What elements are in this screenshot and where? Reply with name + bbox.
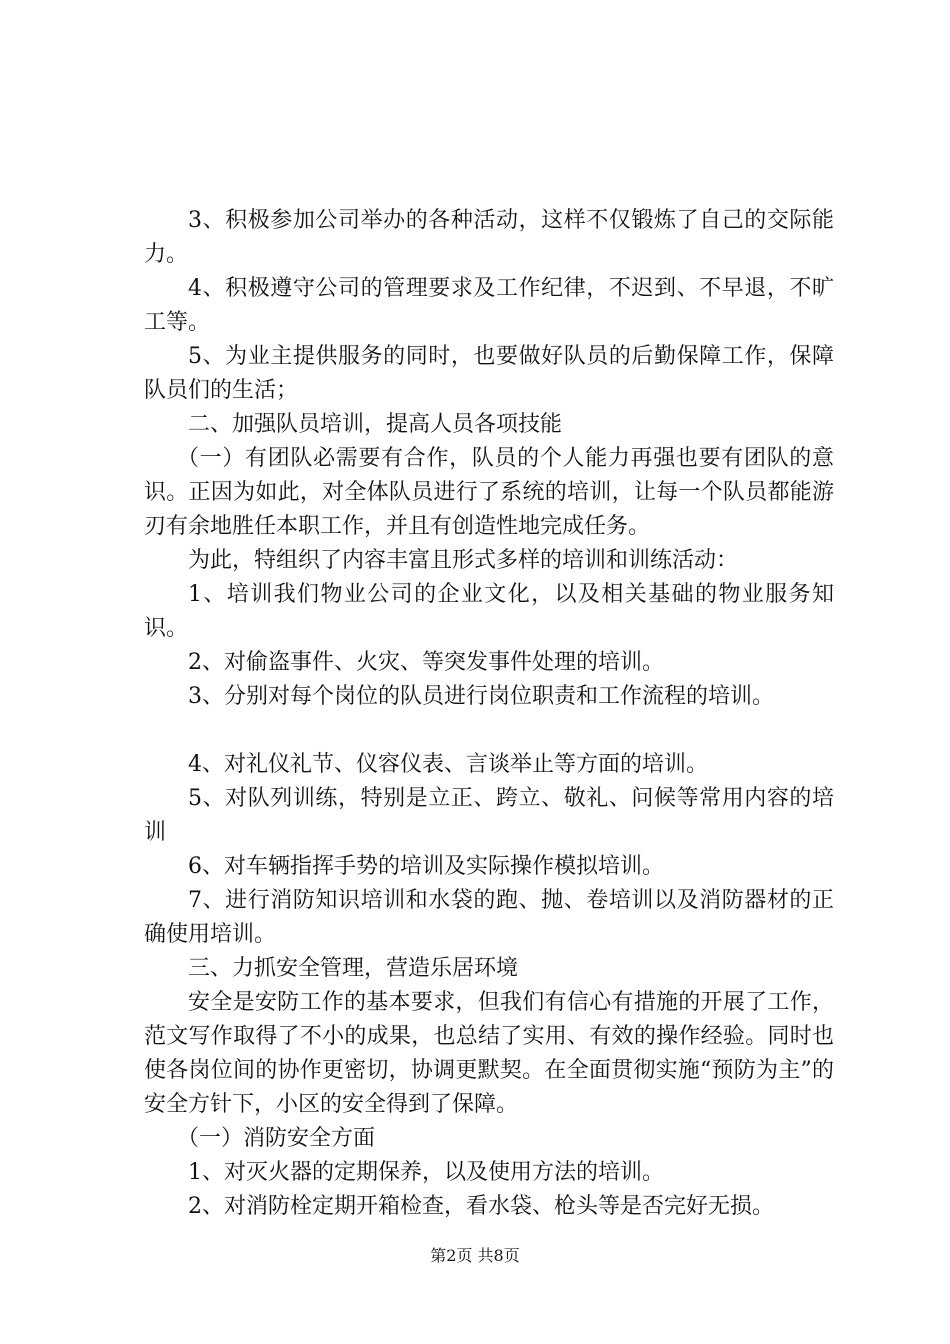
sub-heading: （一）消防安全方面 [177,1126,376,1151]
paragraph: 2、对偷盗事件、火灾、等突发事件处理的培训。 [188,650,664,675]
paragraph: 6、对车辆指挥手势的培训及实际操作模拟培训。 [188,854,664,879]
paragraph: 2、对消防栓定期开箱检查，看水袋、枪头等是否完好无损。 [188,1194,774,1219]
paragraph: 3、积极参加公司举办的各种活动，这样不仅锻炼了自己的交际能力。 [144,208,834,267]
paragraph: 1、对灭火器的定期保养，以及使用方法的培训。 [188,1160,664,1185]
paragraph: 4、积极遵守公司的管理要求及工作纪律，不迟到、不早退，不旷工等。 [144,276,834,335]
paragraph: 5、为业主提供服务的同时，也要做好队员的后勤保障工作，保障队员们的生活； [144,344,834,403]
page-footer [0,1243,950,1266]
page-number: 第2页 共8页 [430,1246,520,1265]
paragraph: 5、对队列训练，特别是立正、跨立、敬礼、问候等常用内容的培训 [144,786,834,845]
paragraph: 7、进行消防知识培训和水袋的跑、抛、卷培训以及消防器材的正确使用培训。 [144,888,834,947]
paragraph: 1、培训我们物业公司的企业文化，以及相关基础的物业服务知识。 [144,582,834,641]
paragraph: 为此，特组织了内容丰富且形式多样的培训和训练活动： [188,548,739,573]
section-heading: 二、加强队员培训，提高人员各项技能 [188,412,563,437]
paragraph: （一）有团队必需要有合作，队员的个人能力再强也要有团队的意识。正因为如此，对全体队员进行了系统的培训，让每一个队员都能游刃有余地胜任本职工作，并且有创造性地完成任务。 [144,446,834,539]
document-body [144,204,834,1224]
paragraph: 4、对礼仪礼节、仪容仪表、言谈举止等方面的培训。 [188,752,708,777]
section-heading: 三、力抓安全管理，营造乐居环境 [188,956,519,981]
paragraph: 3、分别对每个岗位的队员进行岗位职责和工作流程的培训。 [188,684,774,709]
paragraph: 安全是安防工作的基本要求，但我们有信心有措施的开展了工作，范文写作取得了不小的成果，也总结了实用、有效的操作经验。同时也使各岗位间的协作更密切，协调更默契。在全面贯彻实施“预防为主”的安全方针下，小区的安全得到了保障。 [144,990,834,1117]
